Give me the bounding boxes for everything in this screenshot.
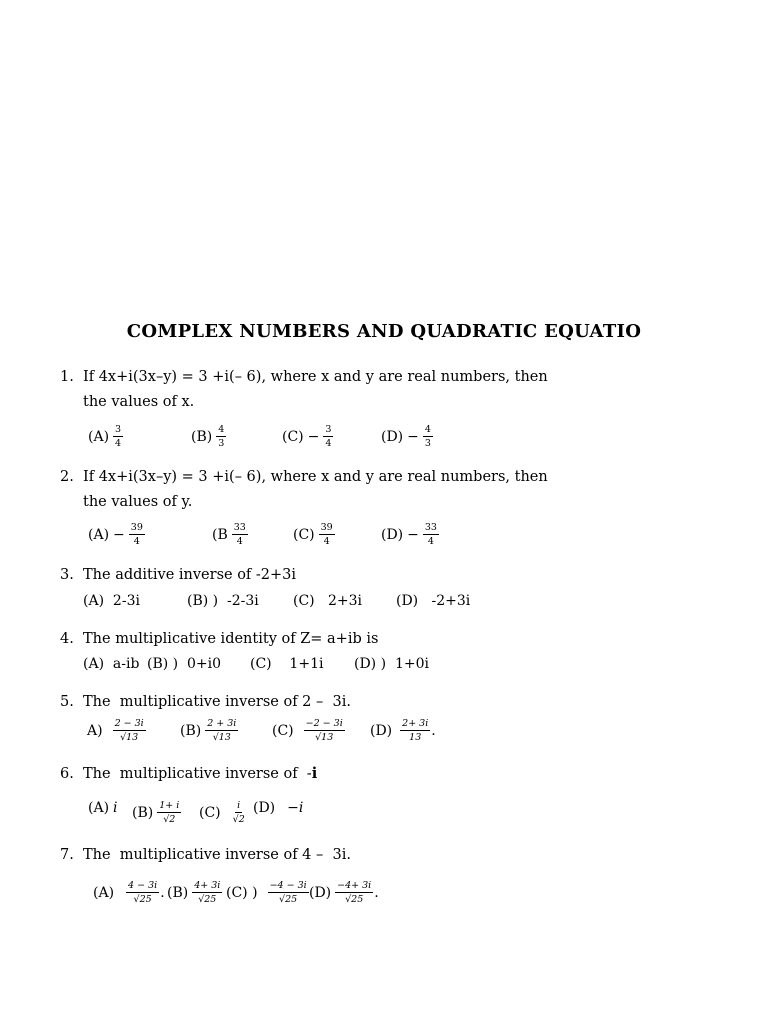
option-d[interactable]: (D) -2+3i bbox=[396, 593, 471, 609]
question-4 bbox=[60, 627, 378, 652]
fraction: $\frac{33}{4}$ bbox=[424, 522, 437, 547]
question-6 bbox=[60, 761, 317, 787]
option-c[interactable]: (C) 2+3i bbox=[293, 593, 363, 609]
option-b[interactable]: (B) ) -2-3i bbox=[187, 593, 259, 609]
fraction: $\frac{39}{4}$ bbox=[320, 522, 333, 547]
option-d[interactable]: (D) −i bbox=[253, 800, 304, 816]
question-number: 5. bbox=[60, 694, 74, 710]
option-c[interactable]: (C) $\frac{-2 - 3i}{√13}$ bbox=[272, 718, 343, 743]
fraction: $\frac{33}{4}$ bbox=[233, 522, 246, 547]
fraction: $\frac{-4+ 3i}{√25}$ bbox=[337, 880, 372, 905]
fraction: $\frac{i}{√2}$ bbox=[232, 800, 245, 825]
option-b[interactable]: (B) $\frac{1+ i}{√2}$ bbox=[132, 800, 180, 825]
fraction: $\frac{4}{3}$ bbox=[218, 424, 225, 449]
fraction: $\frac{39}{4}$ bbox=[130, 522, 143, 547]
question-text: The multiplicative inverse of 4 – 3i. bbox=[83, 847, 351, 863]
fraction: $\frac{2+ 3i}{13}$ bbox=[402, 718, 429, 743]
option-c[interactable]: (C) − $\frac{3}{4}$ bbox=[282, 424, 332, 449]
option-c[interactable]: (C) $\frac{39}{4}$ bbox=[293, 522, 333, 547]
question-3 bbox=[60, 563, 296, 588]
question-text: The multiplicative identity of Z= a+ib is bbox=[83, 631, 379, 647]
fraction: $\frac{-4 - 3i}{√25}$ bbox=[269, 880, 307, 905]
option-b[interactable]: (B $\frac{33}{4}$ bbox=[212, 522, 246, 547]
option-a[interactable]: (A) − $\frac{39}{4}$ bbox=[88, 522, 143, 547]
option-a[interactable]: (A) 2-3i bbox=[83, 593, 140, 609]
question-number: 6. bbox=[60, 766, 74, 782]
option-c[interactable]: (C) ) $\frac{-4 - 3i}{√25}$ bbox=[226, 880, 307, 905]
question-number: 3. bbox=[60, 567, 74, 583]
question-number: 1. bbox=[60, 369, 74, 385]
page-title: COMPLEX NUMBERS AND QUADRATIC EQUATIO bbox=[126, 321, 642, 342]
question-2 bbox=[60, 465, 548, 515]
option-a[interactable]: (A) $\frac{4 - 3i}{√25}$ . bbox=[93, 880, 165, 905]
question-text: The multiplicative inverse of - bbox=[83, 766, 312, 782]
question-text: If 4x+i(3x–y) = 3 +i(– 6), where x and y are real numbers, then bbox=[83, 369, 548, 385]
fraction: $\frac{3}{4}$ bbox=[115, 424, 122, 449]
fraction: $\frac{3}{4}$ bbox=[325, 424, 332, 449]
option-d[interactable]: (D) − $\frac{33}{4}$ bbox=[381, 522, 437, 547]
fraction: $\frac{2 + 3i}{√13}$ bbox=[207, 718, 237, 743]
question-text-continued: the values of x. bbox=[83, 394, 195, 410]
fraction: $\frac{4 - 3i}{√25}$ bbox=[128, 880, 158, 905]
fraction: $\frac{4+ 3i}{√25}$ bbox=[194, 880, 221, 905]
option-c[interactable]: (C) $\frac{i}{√2}$ bbox=[199, 800, 245, 825]
question-number: 7. bbox=[60, 847, 74, 863]
question-text: The multiplicative inverse of 2 – 3i. bbox=[83, 694, 351, 710]
question-7 bbox=[60, 843, 351, 868]
question-number: 4. bbox=[60, 631, 74, 647]
question-1 bbox=[60, 365, 548, 415]
fraction: $\frac{4}{3}$ bbox=[424, 424, 431, 449]
option-a[interactable]: (A) a-ib bbox=[83, 656, 140, 672]
option-c[interactable]: (C) 1+1i bbox=[250, 656, 324, 672]
option-d[interactable]: (D) $\frac{-4+ 3i}{√25}$ . bbox=[309, 880, 379, 905]
option-b[interactable]: (B) $\frac{2 + 3i}{√13}$ bbox=[180, 718, 237, 743]
question-text: The additive inverse of -2+3i bbox=[83, 567, 297, 583]
option-b[interactable]: (B) ) 0+i0 bbox=[147, 656, 222, 672]
option-d[interactable]: (D) $\frac{2+ 3i}{13}$ . bbox=[370, 718, 436, 743]
fraction: $\frac{-2 - 3i}{√13}$ bbox=[305, 718, 343, 743]
option-a[interactable]: A) $\frac{2 - 3i}{√13}$ bbox=[87, 718, 144, 743]
option-d[interactable]: (D) ) 1+0i bbox=[354, 656, 429, 672]
option-b[interactable]: (B) $\frac{4+ 3i}{√25}$ bbox=[167, 880, 221, 905]
question-number: 2. bbox=[60, 469, 74, 485]
option-a[interactable]: (A) $\frac{3}{4}$ bbox=[88, 424, 122, 449]
question-5 bbox=[60, 690, 351, 715]
fraction: $\frac{2 - 3i}{√13}$ bbox=[114, 718, 144, 743]
option-b[interactable]: (B) $\frac{4}{3}$ bbox=[191, 424, 225, 449]
question-text-bold: i bbox=[311, 765, 318, 782]
option-d[interactable]: (D) − $\frac{4}{3}$ bbox=[381, 424, 431, 449]
question-text-continued: the values of y. bbox=[83, 494, 193, 510]
question-text: If 4x+i(3x–y) = 3 +i(– 6), where x and y are real numbers, then bbox=[83, 469, 548, 485]
option-a[interactable]: (A) i bbox=[88, 800, 118, 816]
fraction: $\frac{1+ i}{√2}$ bbox=[159, 800, 180, 825]
